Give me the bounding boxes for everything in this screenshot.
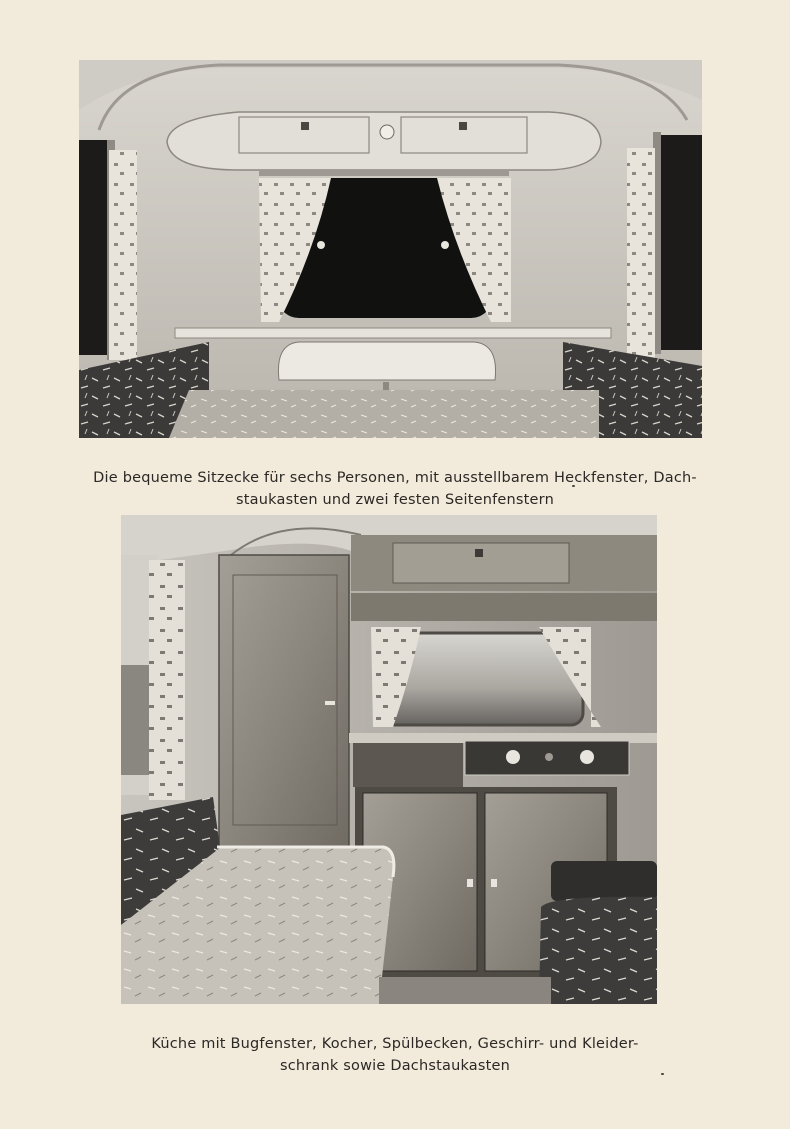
seating-caption-line-1: Die bequeme Sitzecke für sechs Personen, mit ausstellbarem Heckfenster, Dach- [93, 469, 697, 486]
kitchen-caption [100, 1033, 690, 1077]
seating-area-illustration [79, 60, 702, 438]
kitchen-caption-line-1: Küche mit Bugfenster, Kocher, Spülbecken, Geschirr- und Kleider- [151, 1035, 639, 1052]
kitchen-caption-line-2: schrank sowie Dachstaukasten [279, 1057, 511, 1074]
kitchen-illustration [121, 515, 657, 1004]
seating-area-caption [70, 467, 720, 511]
print-speck [572, 485, 575, 487]
seating-area-photo [79, 60, 702, 438]
print-speck [661, 1073, 664, 1075]
seating-caption-line-2: staukasten und zwei festen Seitenfenstern [236, 491, 554, 508]
kitchen-photo [121, 515, 657, 1004]
